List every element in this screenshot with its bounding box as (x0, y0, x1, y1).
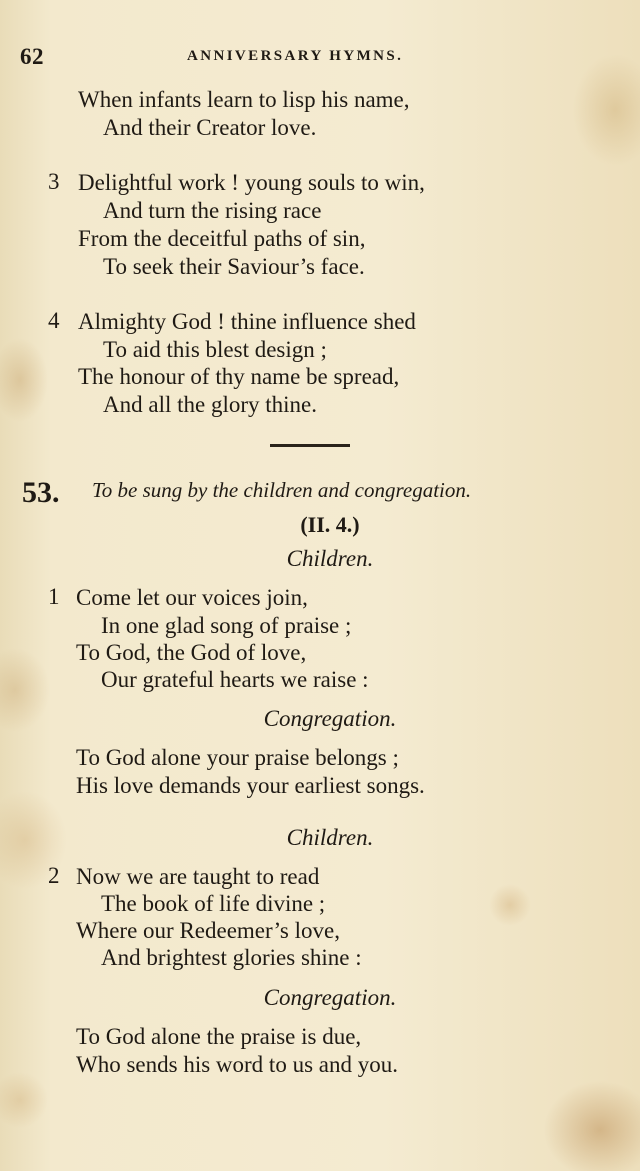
stanza-number: 2 (48, 863, 60, 888)
verse-line: And all the glory thine. (103, 392, 317, 417)
verse-line: To God alone your praise belongs ; (76, 745, 399, 770)
verse-line: His love demands your earliest songs. (76, 773, 425, 798)
page-number: 62 (20, 44, 44, 69)
verse-line: Where our Redeemer’s love, (76, 918, 340, 943)
verse-line: From the deceitful paths of sin, (78, 226, 366, 251)
section-divider (270, 444, 350, 447)
verse-line: Delightful work ! young souls to win, (78, 170, 425, 195)
role-heading: Children. (286, 546, 374, 571)
verse-line: And brightest glories shine : (101, 945, 362, 970)
stanza-number: 3 (48, 169, 60, 194)
verse-line: When infants learn to lisp his name, (78, 87, 410, 112)
hymn-title: To be sung by the children and congregation. (92, 478, 472, 502)
verse-line: To God alone the praise is due, (76, 1024, 362, 1049)
verse-line: To seek their Saviour’s face. (103, 254, 365, 279)
verse-line: And their Creator love. (103, 115, 317, 140)
role-heading: Children. (286, 825, 374, 850)
stanza-number: 4 (48, 308, 60, 333)
verse-line: Now we are taught to read (76, 864, 320, 889)
verse-line: Come let our voices join, (76, 585, 308, 610)
role-heading: Congregation. (263, 706, 397, 731)
verse-line: To God, the God of love, (76, 640, 307, 665)
hymn-number: 53. (22, 476, 60, 509)
stanza-number: 1 (48, 584, 60, 609)
verse-line: Our grateful hearts we raise : (101, 667, 369, 692)
role-heading: Congregation. (263, 985, 397, 1010)
verse-line: The honour of thy name be spread, (78, 364, 400, 389)
verse-line: The book of life divine ; (101, 891, 326, 916)
running-title: ANNIVERSARY HYMNS. (187, 48, 404, 64)
hymn-meter: (II. 4.) (300, 512, 360, 537)
verse-line: Almighty God ! thine influence shed (78, 309, 416, 334)
verse-line: Who sends his word to us and you. (76, 1052, 398, 1077)
verse-line: In one glad song of praise ; (101, 613, 352, 638)
verse-line: And turn the rising race (103, 198, 322, 223)
verse-line: To aid this blest design ; (103, 337, 327, 362)
